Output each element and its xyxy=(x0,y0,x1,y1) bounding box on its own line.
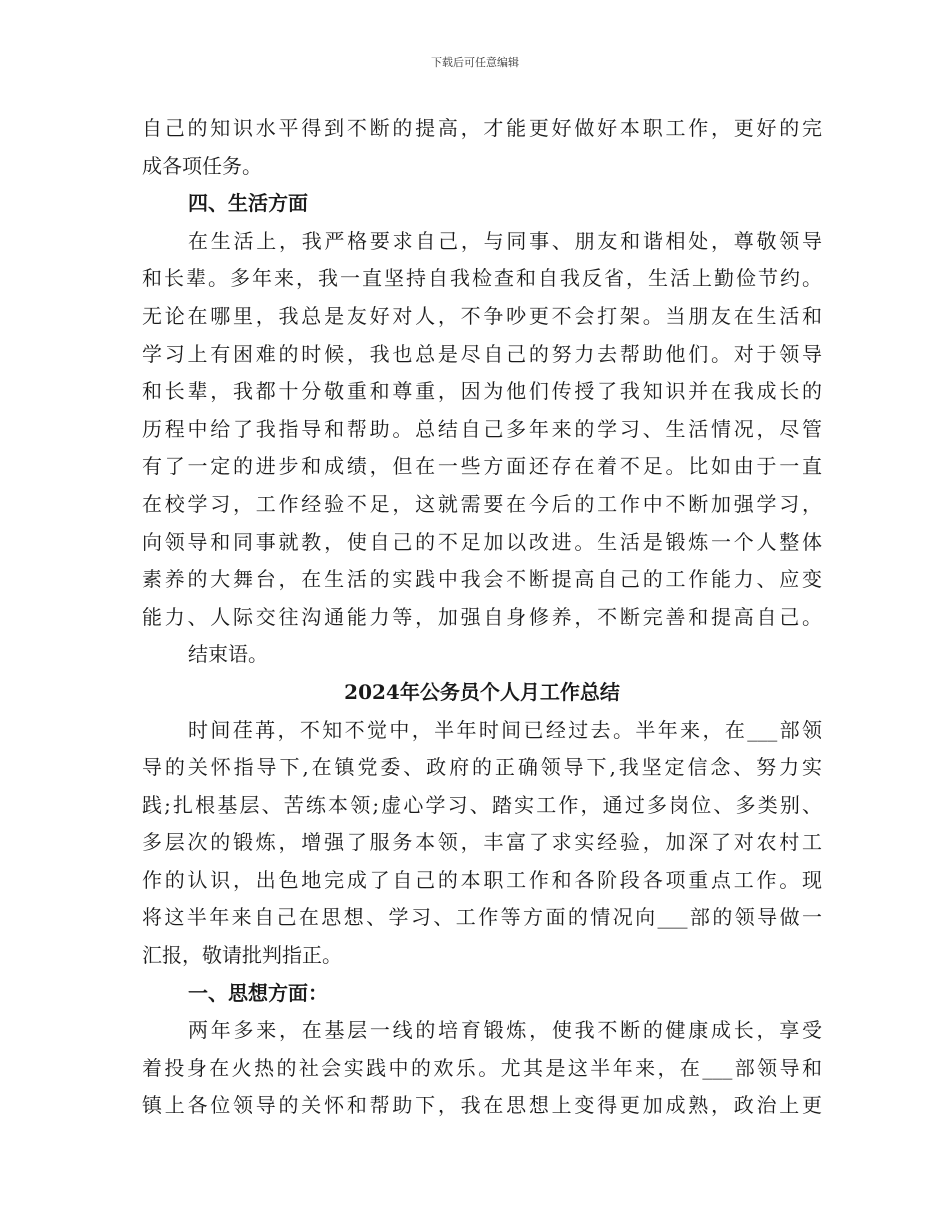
paragraph-line: 着投身在火热的社会实践中的欢乐。尤其是这半年来，在___部领导和 xyxy=(142,1055,822,1080)
paragraph-line: 将这半年来自己在思想、学习、工作等方面的情况向___部的领导做一 xyxy=(142,905,822,930)
paragraph-line: 结束语。 xyxy=(188,642,268,667)
page-header: 下载后可任意编辑 xyxy=(431,56,519,69)
paragraph-line: 在生活上，我严格要求自己，与同事、朋友和谐相处，尊敬领导 xyxy=(188,228,822,253)
paragraph-line: 镇上各位领导的关怀和帮助下，我在思想上变得更加成熟，政治上更 xyxy=(142,1093,822,1118)
paragraph-line: 素养的大舞台，在生活的实践中我会不断提高自己的工作能力、应变 xyxy=(142,567,822,592)
section-heading: 四、生活方面 xyxy=(188,191,308,216)
paragraph-line: 汇报，敬请批判指正。 xyxy=(142,943,342,968)
paragraph-line: 有了一定的进步和成绩，但在一些方面还存在着不足。比如由于一直 xyxy=(142,454,822,479)
paragraph-line: 学习上有困难的时候，我也总是尽自己的努力去帮助他们。对于领导 xyxy=(142,341,822,366)
paragraph-line: 向领导和同事就教，使自己的不足加以改进。生活是锻炼一个人整体 xyxy=(142,529,822,554)
paragraph-line: 无论在哪里，我总是友好对人，不争吵更不会打架。当朋友在生活和 xyxy=(142,303,822,328)
paragraph-line: 两年多来，在基层一线的培育锻炼，使我不断的健康成长，享受 xyxy=(188,1018,822,1043)
paragraph-line: 导的关怀指导下,在镇党委、政府的正确领导下,我坚定信念、努力实 xyxy=(142,755,822,780)
paragraph-line: 和长辈，我都十分敬重和尊重，因为他们传授了我知识并在我成长的 xyxy=(142,379,822,404)
document-body xyxy=(142,110,822,1125)
paragraph-line: 成各项任务。 xyxy=(142,153,262,178)
paragraph-line: 历程中给了我指导和帮助。总结自己多年来的学习、生活情况，尽管 xyxy=(142,416,822,441)
section-heading: 一、思想方面： xyxy=(188,980,328,1005)
paragraph-line: 践;扎根基层、苦练本领;虚心学习、踏实工作，通过多岗位、多类别、 xyxy=(142,792,822,817)
paragraph-line: 和长辈。多年来，我一直坚持自我检查和自我反省，生活上勤俭节约。 xyxy=(142,266,822,291)
paragraph-line: 在校学习，工作经验不足，这就需要在今后的工作中不断加强学习， xyxy=(142,491,822,516)
paragraph-line: 时间荏苒，不知不觉中，半年时间已经过去。半年来，在___部领 xyxy=(188,717,822,742)
paragraph-line: 多层次的锻炼，增强了服务本领，丰富了求实经验，加深了对农村工 xyxy=(142,830,822,855)
paragraph-line: 作的认识，出色地完成了自己的本职工作和各阶段各项重点工作。现 xyxy=(142,867,822,892)
paragraph-line: 自己的知识水平得到不断的提高，才能更好做好本职工作，更好的完 xyxy=(142,116,822,140)
document-title: 2024年公务员个人月工作总结 xyxy=(344,679,620,704)
paragraph-line: 能力、人际交往沟通能力等，加强自身修养，不断完善和提高自己。 xyxy=(142,604,822,629)
